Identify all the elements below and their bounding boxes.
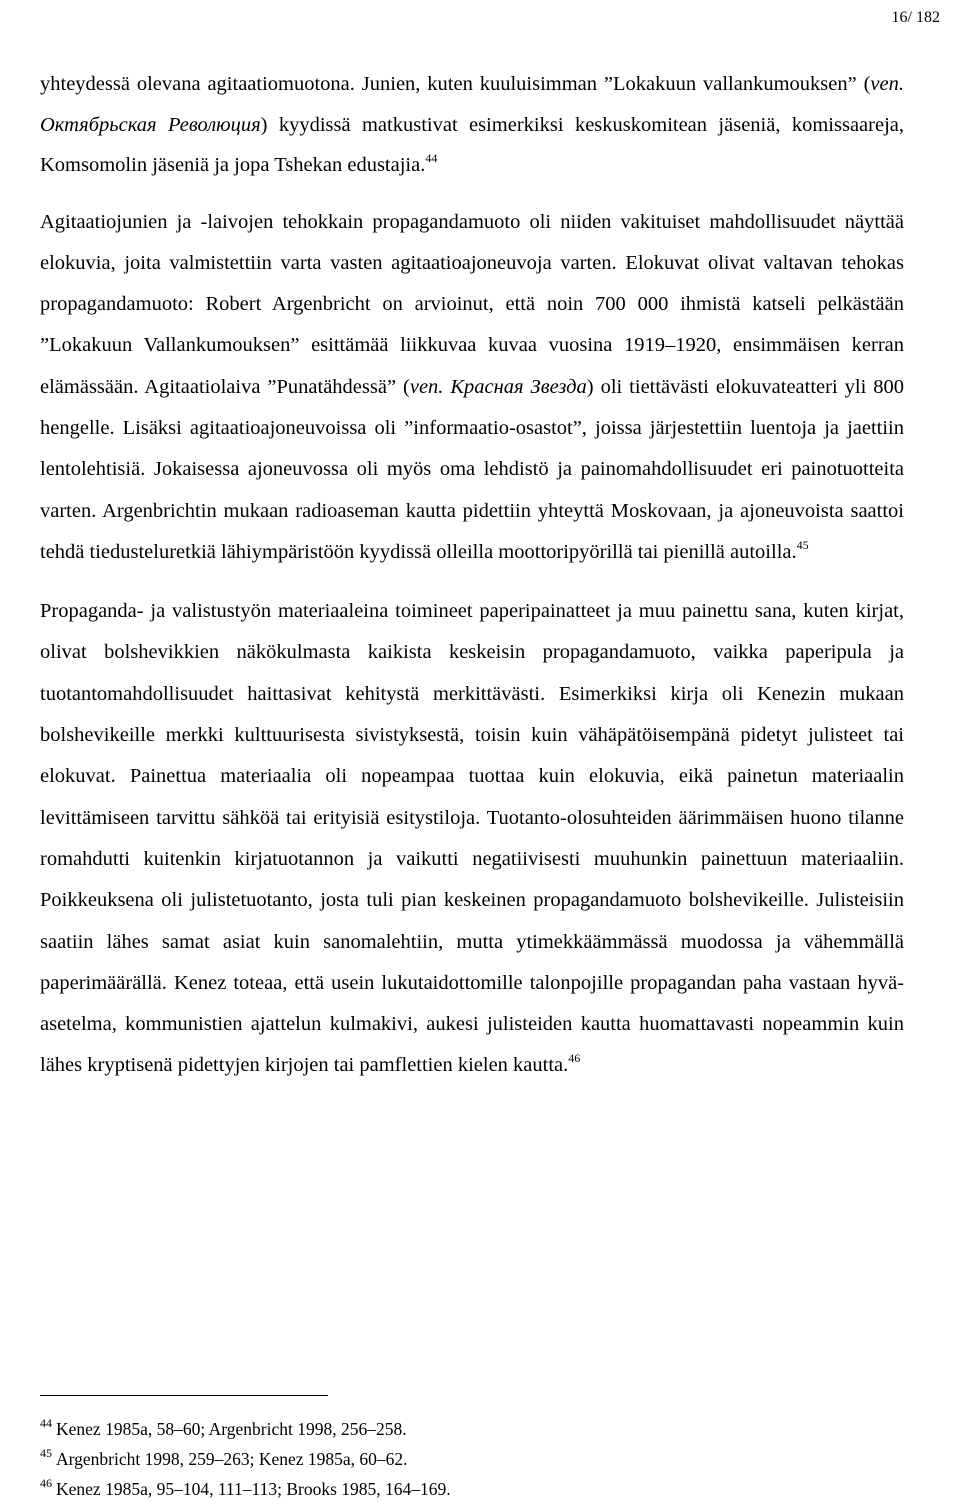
footnote-46 bbox=[40, 1474, 940, 1504]
document-body bbox=[40, 64, 904, 1499]
footnote-separator bbox=[40, 1395, 328, 1396]
footnote-text: Kenez 1985a, 95–104, 111–113; Brooks 1985, 164–169. bbox=[56, 1479, 451, 1499]
footnote-45 bbox=[40, 1444, 940, 1474]
paragraph-text: Agitaatiojunien ja -laivojen tehokkain propagandamuoto oli niiden vakituiset mahdollisuudet näyttää elokuvia, joita valmistettiin varta vasten agitaatioajoneuvoja varten. Elokuvat olivat valtavan tehokas propagandamuoto: Robert Argenbricht on arvioinut, että noin 700 000 ihmistä katseli pelkästään ”Lokakuun Vallankumouksen” esittämää liikkuvaa kuvaa vuosina 1919–1920, ensimmäisen kerran elämässään. Agitaatiolaiva ”Punatähdessä” ( bbox=[40, 210, 904, 398]
footnote-number: 44 bbox=[40, 1416, 52, 1430]
footnotes bbox=[40, 1414, 940, 1504]
footnote-reference[interactable]: 44 bbox=[425, 151, 438, 165]
paragraph-text: ) oli tiettävästi elokuvateatteri yli 800 hengelle. Lisäksi agitaatioajoneuvoissa oli ”informaatio-osastot”, joissa järjestettiin luentoja ja jaettiin lentolehtisiä. Jokaisessa ajoneuvossa oli myös oma lehdistö ja painomahdollisuudet eri painotuotteita varten. Argenbrichtin mukaan radioaseman kautta pidettiin yhteyttä Moskovaan, ja ajoneuvoista saattoi tehdä tiedusteluretkiä lähiympäristöön kyydissä olleilla moottoripyörillä tai pienillä autoilla. bbox=[40, 375, 904, 563]
page-number: 16/ 182 bbox=[891, 9, 940, 26]
russian-term: ven. Октябрьская Революция bbox=[40, 73, 904, 136]
paragraph-text: Propaganda- ja valistustyön materiaaleina toimineet paperipainatteet ja muu painettu sana, kuten kirjat, olivat bolshevikkien näkökulmasta kaikista keskeisin propagandamuoto, vaikka paperipula ja tuotantomahdollisuudet haittasivat kehitystä merkittävästi. Esimerkiksi kirja oli Kenezin mukaan bolshevikeille merkki kulttuurisesta sivistyksestä, toisin kuin vähäpätöisempänä pidetyt julisteet tai elokuvat. Painettua materiaalia oli nopeampaa tuottaa kuin elokuvia, eikä painetun materiaalin levittämiseen tarvittu sähköä tai erityisiä esitystiloja. Tuotanto-olosuhteiden äärimmäisen huono tilanne romahdutti kuitenkin kirjatuotannon ja vaikutti negatiivisesti muuhunkin painettuun materiaaliin. Poikkeuksena oli julistetuotanto, josta tuli pian keskeinen propagandamuoto bolshevikeille. Julisteisiin saatiin lähes samat asiat kuin sanomalehtiin, mutta ytimekkäämmässä muodossa ja vähemmällä paperimäärällä. Kenez toteaa, että usein lukutaidottomille talonpojille propagandan paha vastaan hyvä-asetelma, kommunistien ajattelun kulmakivi, aukesi julisteiden kautta huomattavasti nopeammin kuin lähes kryptisenä pidettyjen kirjojen tai pamflettien kielen kautta. bbox=[40, 600, 904, 1077]
footnote-number: 46 bbox=[40, 1476, 52, 1490]
paragraph-1 bbox=[40, 64, 904, 186]
footnote-reference[interactable]: 46 bbox=[568, 1051, 581, 1066]
footnote-number: 45 bbox=[40, 1446, 52, 1460]
paragraph-3 bbox=[40, 591, 904, 1087]
footnote-reference[interactable]: 45 bbox=[796, 537, 809, 552]
paragraph-text: yhteydessä olevana agitaatiomuotona. Junien, kuten kuuluisimman ”Lokakuun vallankumouksen” ( bbox=[40, 73, 871, 95]
paragraph-text: ) kyydissä matkustivat esimerkiksi keskuskomitean jäseniä, komissaareja, Komsomolin jäseniä ja jopa Tshekan edustajia. bbox=[40, 113, 904, 176]
paragraph-2 bbox=[40, 202, 904, 574]
footnote-44 bbox=[40, 1414, 940, 1444]
footnote-text: Argenbricht 1998, 259–263; Kenez 1985a, 60–62. bbox=[56, 1449, 408, 1469]
russian-term: ven. Красная Звезда bbox=[409, 375, 587, 398]
footnote-text: Kenez 1985a, 58–60; Argenbricht 1998, 256–258. bbox=[56, 1419, 407, 1439]
